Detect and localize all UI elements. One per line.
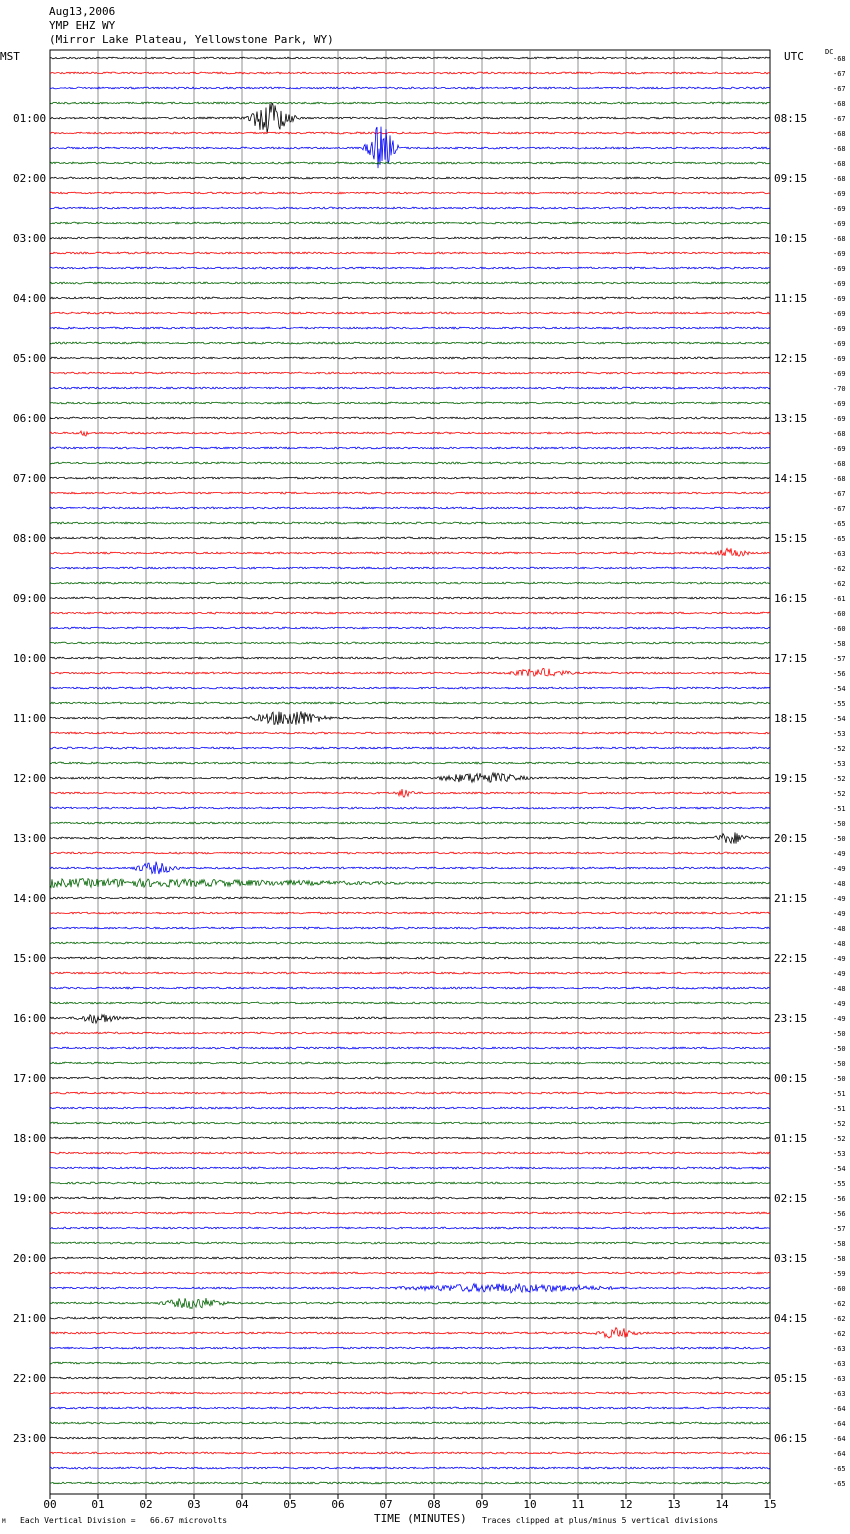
dc-offset-label: -52 <box>833 1135 846 1143</box>
dc-offset-label: -69 <box>833 355 846 363</box>
trace-row <box>50 1092 770 1094</box>
trace-row <box>50 312 770 314</box>
x-tick-label: 04 <box>235 1498 249 1511</box>
utc-hour-label: 11:15 <box>774 292 808 305</box>
trace-row <box>50 1347 770 1349</box>
trace-row <box>50 1392 770 1394</box>
mst-hour-label: 14:00 <box>13 892 47 905</box>
trace-row <box>50 372 770 374</box>
trace-row <box>50 477 770 479</box>
trace-row <box>50 762 770 764</box>
trace-row <box>50 582 770 584</box>
trace-row <box>50 832 770 843</box>
trace-row <box>50 447 770 449</box>
trace-row <box>50 687 770 689</box>
dc-offset-label: -50 <box>833 1075 846 1083</box>
trace-row <box>50 402 770 404</box>
utc-hour-label: 01:15 <box>774 1132 808 1145</box>
x-tick-label: 12 <box>619 1498 633 1511</box>
dc-offset-label: -69 <box>833 340 846 348</box>
x-tick-label: 10 <box>523 1498 537 1511</box>
mst-hour-label: 11:00 <box>13 712 47 725</box>
mst-hour-label: 16:00 <box>13 1012 47 1025</box>
utc-hour-label: 13:15 <box>774 412 808 425</box>
dc-offset-label: -63 <box>833 1390 846 1398</box>
trace-row <box>50 1377 770 1379</box>
dc-offset-label: -63 <box>833 1360 846 1368</box>
trace-row <box>50 1015 770 1023</box>
dc-offset-label: -64 <box>833 1420 846 1428</box>
trace-row <box>50 1272 770 1274</box>
dc-offset-label: -49 <box>833 970 846 978</box>
utc-hour-label: 20:15 <box>774 832 808 845</box>
seismic-traces <box>50 57 770 1484</box>
plot-frame <box>50 50 770 1494</box>
utc-hour-label: 08:15 <box>774 112 808 125</box>
dc-offset-label: -50 <box>833 1030 846 1038</box>
trace-row <box>50 282 770 284</box>
utc-hour-label: 06:15 <box>774 1432 808 1445</box>
dc-offset-label: -68 <box>833 55 846 63</box>
trace-row <box>50 1328 770 1338</box>
trace-row <box>50 1227 770 1229</box>
dc-offset-label: -67 <box>833 490 846 498</box>
mst-hour-label: 17:00 <box>13 1072 47 1085</box>
utc-hour-label: 05:15 <box>774 1372 808 1385</box>
trace-row <box>50 132 770 134</box>
dc-offset-label: -60 <box>833 610 846 618</box>
x-tick-label: 13 <box>667 1498 681 1511</box>
trace-row <box>50 297 770 299</box>
trace-row <box>50 72 770 74</box>
dc-offset-label: -64 <box>833 1405 846 1413</box>
trace-row <box>50 462 770 464</box>
trace-row <box>50 267 770 269</box>
trace-row <box>50 789 770 797</box>
dc-offset-label: -56 <box>833 1195 846 1203</box>
trace-row <box>50 162 770 164</box>
trace-row <box>50 807 770 809</box>
dc-offset-label: -64 <box>833 1435 846 1443</box>
dc-offset-label: -48 <box>833 880 846 888</box>
trace-row <box>50 1467 770 1469</box>
mst-hour-label: 19:00 <box>13 1192 47 1205</box>
clip-note: Traces clipped at plus/minus 5 vertical divisions <box>482 1516 719 1525</box>
trace-row <box>50 942 770 944</box>
mst-hour-label: 03:00 <box>13 232 47 245</box>
dc-offset-label: -61 <box>833 595 846 603</box>
dc-offset-label: -48 <box>833 925 846 933</box>
dc-offset-label: -67 <box>833 70 846 78</box>
dc-offset-label: -62 <box>833 1300 846 1308</box>
dc-offset-label: -51 <box>833 1105 846 1113</box>
dc-offset-label: -60 <box>833 625 846 633</box>
dc-offset-label: -49 <box>833 850 846 858</box>
axis-labels <box>13 55 846 1511</box>
x-tick-label: 14 <box>715 1498 729 1511</box>
utc-hour-label: 03:15 <box>774 1252 808 1265</box>
dc-offset-label: -63 <box>833 1345 846 1353</box>
x-tick-label: 09 <box>475 1498 489 1511</box>
trace-row <box>50 702 770 704</box>
mst-hour-label: 15:00 <box>13 952 47 965</box>
trace-row <box>50 1077 770 1079</box>
dc-offset-label: -49 <box>833 895 846 903</box>
dc-offset-label: -67 <box>833 115 846 123</box>
trace-row <box>50 87 770 89</box>
dc-offset-label: -51 <box>833 1090 846 1098</box>
dc-offset-label: -62 <box>833 1315 846 1323</box>
dc-offset-label: -65 <box>833 1465 846 1473</box>
x-tick-label: 03 <box>187 1498 201 1511</box>
dc-offset-label: -68 <box>833 430 846 438</box>
dc-offset-label: -51 <box>833 805 846 813</box>
dc-offset-label: -68 <box>833 460 846 468</box>
utc-hour-label: 19:15 <box>774 772 808 785</box>
trace-row <box>50 1212 770 1214</box>
x-tick-label: 02 <box>139 1498 153 1511</box>
trace-row <box>50 1422 770 1424</box>
mst-hour-label: 18:00 <box>13 1132 47 1145</box>
mst-hour-label: 23:00 <box>13 1432 47 1445</box>
x-axis-title: TIME (MINUTES) <box>374 1512 467 1525</box>
trace-row <box>50 747 770 749</box>
x-tick-label: 11 <box>571 1498 585 1511</box>
trace-row <box>50 972 770 974</box>
dc-offset-label: -52 <box>833 745 846 753</box>
mst-hour-label: 07:00 <box>13 472 47 485</box>
dc-offset-label: -65 <box>833 535 846 543</box>
dc-offset-label: -69 <box>833 400 846 408</box>
dc-offset-label: -62 <box>833 580 846 588</box>
dc-offset-label: -49 <box>833 865 846 873</box>
trace-row <box>50 1002 770 1004</box>
x-tick-label: 01 <box>91 1498 105 1511</box>
trace-row <box>50 537 770 539</box>
dc-offset-label: -68 <box>833 100 846 108</box>
dc-offset-label: -59 <box>833 1270 846 1278</box>
dc-offset-label: -57 <box>833 655 846 663</box>
trace-row <box>50 852 770 854</box>
x-tick-label: 08 <box>427 1498 441 1511</box>
dc-offset-label: -69 <box>833 415 846 423</box>
dc-offset-label: -54 <box>833 685 846 693</box>
trace-row <box>50 342 770 344</box>
mst-hour-label: 02:00 <box>13 172 47 185</box>
utc-hour-label: 21:15 <box>774 892 808 905</box>
mst-hour-label: 22:00 <box>13 1372 47 1385</box>
x-tick-label: 15 <box>763 1498 777 1511</box>
trace-row <box>50 597 770 599</box>
trace-row <box>50 1257 770 1259</box>
trace-row <box>50 1197 770 1199</box>
trace-row <box>50 668 770 676</box>
utc-hour-label: 02:15 <box>774 1192 808 1205</box>
dc-offset-label: -68 <box>833 145 846 153</box>
trace-row <box>50 612 770 614</box>
dc-offset-label: -52 <box>833 775 846 783</box>
trace-row <box>50 1242 770 1244</box>
dc-offset-label: -67 <box>833 85 846 93</box>
trace-row <box>50 1407 770 1409</box>
dc-offset-label: -53 <box>833 760 846 768</box>
trace-row <box>50 507 770 509</box>
utc-hour-label: 18:15 <box>774 712 808 725</box>
mst-hour-label: 06:00 <box>13 412 47 425</box>
trace-row <box>50 1452 770 1454</box>
dc-offset-label: -69 <box>833 265 846 273</box>
mst-hour-label: 21:00 <box>13 1312 47 1325</box>
trace-row <box>50 222 770 224</box>
x-tick-label: 05 <box>283 1498 297 1511</box>
dc-offset-label: -58 <box>833 1255 846 1263</box>
trace-row <box>50 522 770 524</box>
trace-row <box>50 192 770 194</box>
dc-offset-label: -68 <box>833 175 846 183</box>
utc-hour-label: 10:15 <box>774 232 808 245</box>
dc-offset-label: -49 <box>833 910 846 918</box>
dc-offset-label: -50 <box>833 835 846 843</box>
trace-row <box>50 1122 770 1124</box>
mst-hour-label: 12:00 <box>13 772 47 785</box>
utc-hour-label: 23:15 <box>774 1012 808 1025</box>
trace-row <box>50 822 770 824</box>
trace-row <box>50 987 770 989</box>
trace-row <box>50 57 770 59</box>
dc-offset-label: -50 <box>833 1045 846 1053</box>
dc-offset-label: -67 <box>833 505 846 513</box>
trace-row <box>50 1283 770 1292</box>
dc-offset-label: -62 <box>833 565 846 573</box>
trace-row <box>50 732 770 734</box>
mst-hour-label: 10:00 <box>13 652 47 665</box>
dc-offset-label: -58 <box>833 1240 846 1248</box>
dc-offset-label: -56 <box>833 1210 846 1218</box>
dc-offset-label: -68 <box>833 130 846 138</box>
dc-offset-label: -69 <box>833 205 846 213</box>
dc-offset-label: -60 <box>833 1285 846 1293</box>
utc-hour-label: 09:15 <box>774 172 808 185</box>
trace-row <box>50 1482 770 1484</box>
trace-row <box>50 1152 770 1154</box>
dc-offset-label: -50 <box>833 820 846 828</box>
dc-offset-label: -54 <box>833 1165 846 1173</box>
trace-row <box>50 711 770 725</box>
utc-hour-label: 15:15 <box>774 532 808 545</box>
dc-offset-label: -63 <box>833 1375 846 1383</box>
trace-row <box>50 1298 770 1308</box>
chart-date: Aug13,2006 <box>49 5 116 18</box>
utc-hour-label: 22:15 <box>774 952 808 965</box>
x-tick-label: 00 <box>43 1498 57 1511</box>
trace-row <box>50 1182 770 1184</box>
dc-offset-label: -69 <box>833 295 846 303</box>
dc-offset-label: -68 <box>833 235 846 243</box>
trace-row <box>50 879 770 888</box>
corner-mark: M <box>2 1518 6 1525</box>
trace-row <box>50 1167 770 1169</box>
trace-row <box>50 1032 770 1034</box>
trace-row <box>50 237 770 239</box>
dc-offset-label: -62 <box>833 1330 846 1338</box>
dc-offset-label: -48 <box>833 985 846 993</box>
mst-hour-label: 09:00 <box>13 592 47 605</box>
trace-row <box>50 642 770 644</box>
dc-offset-label: -65 <box>833 520 846 528</box>
station-code: YMP EHZ WY <box>49 19 116 32</box>
trace-row <box>50 102 770 104</box>
utc-hour-label: 17:15 <box>774 652 808 665</box>
trace-row <box>50 862 770 874</box>
x-tick-label: 07 <box>379 1498 393 1511</box>
mst-hour-label: 05:00 <box>13 352 47 365</box>
dc-offset-label: -70 <box>833 385 846 393</box>
utc-hour-label: 00:15 <box>774 1072 808 1085</box>
dc-offset-label: -55 <box>833 700 846 708</box>
utc-hour-label: 12:15 <box>774 352 808 365</box>
dc-offset-label: -68 <box>833 475 846 483</box>
trace-row <box>50 548 770 556</box>
dc-offset-label: -64 <box>833 1450 846 1458</box>
x-tick-label: 06 <box>331 1498 345 1511</box>
utc-axis-title: UTC <box>784 50 804 63</box>
division-note: Each Vertical Division = 66.67 microvolts <box>20 1516 228 1525</box>
dc-offset-label: -69 <box>833 310 846 318</box>
dc-offset-label: -69 <box>833 250 846 258</box>
trace-row <box>50 1437 770 1439</box>
dc-offset-label: -49 <box>833 955 846 963</box>
dc-offset-label: -55 <box>833 1180 846 1188</box>
mst-hour-label: 01:00 <box>13 112 47 125</box>
dc-offset-label: -49 <box>833 1000 846 1008</box>
dc-offset-label: -68 <box>833 160 846 168</box>
dc-offset-label: -52 <box>833 790 846 798</box>
trace-row <box>50 567 770 569</box>
dc-offset-label: -69 <box>833 220 846 228</box>
mst-hour-label: 08:00 <box>13 532 47 545</box>
trace-row <box>50 957 770 959</box>
dc-offset-label: -53 <box>833 730 846 738</box>
trace-row <box>50 773 770 783</box>
trace-row <box>50 1107 770 1109</box>
dc-offset-label: -69 <box>833 280 846 288</box>
trace-row <box>50 417 770 419</box>
dc-offset-label: -63 <box>833 550 846 558</box>
dc-offset-label: -53 <box>833 1150 846 1158</box>
utc-hour-label: 16:15 <box>774 592 808 605</box>
trace-row <box>50 1362 770 1364</box>
utc-hour-label: 14:15 <box>774 472 808 485</box>
utc-hour-label: 04:15 <box>774 1312 808 1325</box>
trace-row <box>50 431 770 436</box>
trace-row <box>50 1047 770 1049</box>
dc-offset-label: -69 <box>833 445 846 453</box>
trace-row <box>50 103 770 133</box>
time-gridlines <box>50 50 770 1494</box>
trace-row <box>50 357 770 359</box>
dc-offset-label: -52 <box>833 1120 846 1128</box>
mst-hour-label: 20:00 <box>13 1252 47 1265</box>
dc-offset-label: -69 <box>833 325 846 333</box>
dc-offset-label: -57 <box>833 1225 846 1233</box>
trace-row <box>50 327 770 329</box>
trace-row <box>50 1137 770 1139</box>
dc-offset-label: -49 <box>833 1015 846 1023</box>
dc-offset-label: -50 <box>833 1060 846 1068</box>
trace-row <box>50 252 770 254</box>
trace-row <box>50 897 770 899</box>
trace-row <box>50 927 770 929</box>
trace-row <box>50 1317 770 1319</box>
trace-row <box>50 627 770 629</box>
trace-row <box>50 492 770 494</box>
dc-offset-label: -69 <box>833 190 846 198</box>
dc-offset-label: -69 <box>833 370 846 378</box>
dc-offset-label: -56 <box>833 670 846 678</box>
dc-offset-label: -65 <box>833 1480 846 1488</box>
trace-row <box>50 657 770 659</box>
dc-offset-label: -48 <box>833 940 846 948</box>
dc-offset-label: -54 <box>833 715 846 723</box>
trace-row <box>50 387 770 389</box>
trace-row <box>50 1062 770 1064</box>
dc-offset-label: -58 <box>833 640 846 648</box>
mst-axis-title: MST <box>0 50 20 63</box>
trace-row <box>50 912 770 914</box>
trace-row <box>50 177 770 179</box>
dc-label: DC <box>825 48 834 56</box>
mst-hour-label: 04:00 <box>13 292 47 305</box>
trace-row <box>50 207 770 209</box>
station-location: (Mirror Lake Plateau, Yellowstone Park, WY) <box>49 33 334 46</box>
mst-hour-label: 13:00 <box>13 832 47 845</box>
